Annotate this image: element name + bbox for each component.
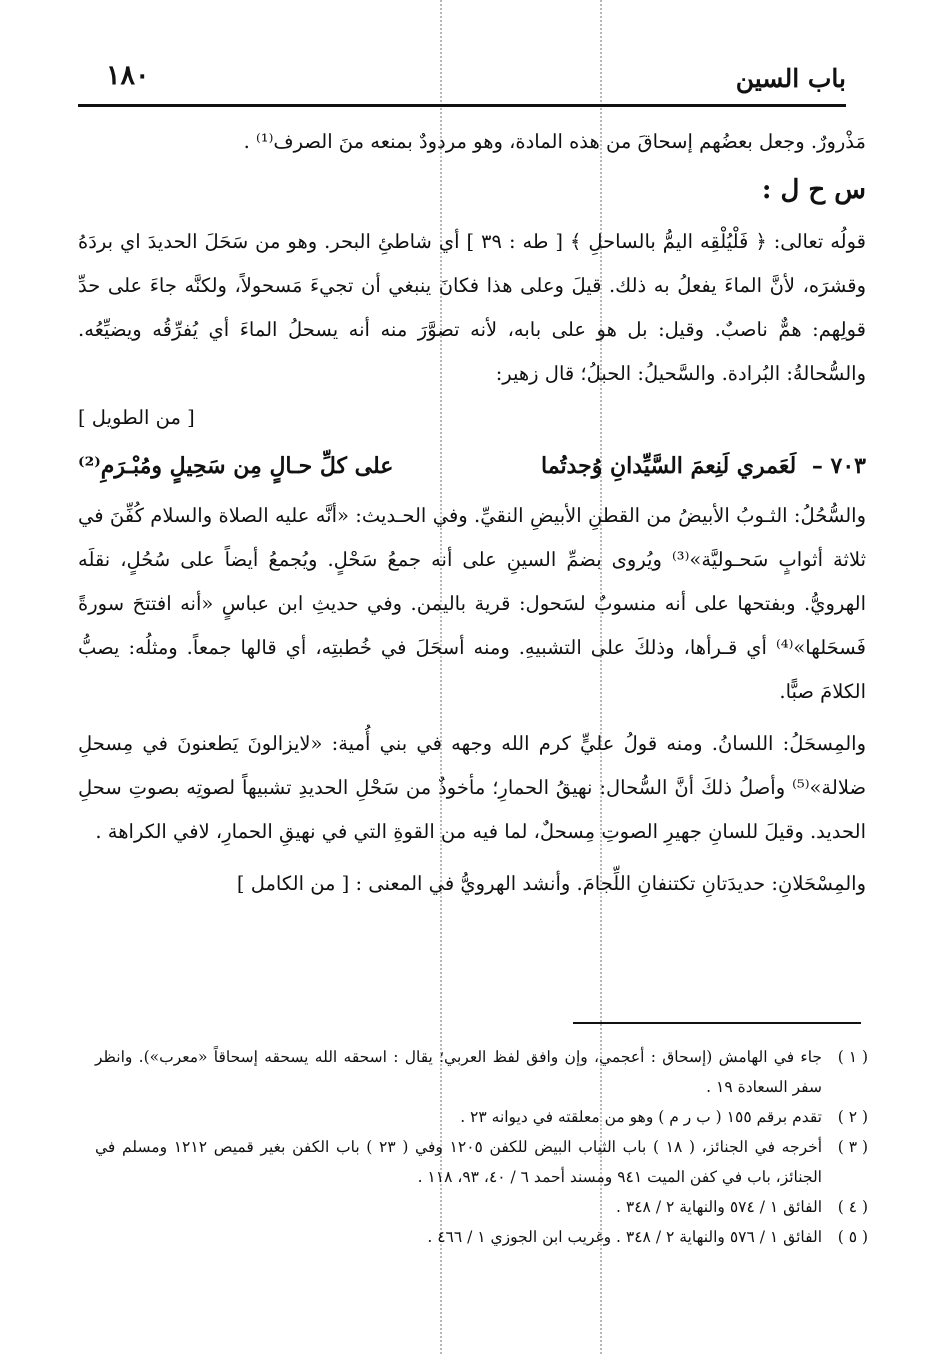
meter-label: [ من الكامل ] <box>236 872 350 895</box>
footnote-number: ( ٢ ) <box>837 1108 868 1126</box>
footnote-text: أخرجه في الجنائز، ( ١٨ ) باب الثياب البيض للكفن ١٢٠٥ وفي ( ٢٣ ) باب الكفن بغير قميص ١٢١٢ ومسلم في الجنائز، باب في كفن الميت ٩٤١ ومسند أحمد ٦ / ٤٠، ٩٣، ١١٨ . <box>95 1138 823 1186</box>
footnote-text: الفائق ١ / ٥٧٤ والنهاية ٢ / ٣٤٨ . <box>616 1198 822 1216</box>
footnote <box>95 1102 868 1132</box>
footnote-text: جاء في الهامش (إسحاق : أعجمي، وإن وافق لفظ العربي؛ يقال : اسحقه الله يسحقه إسحاقاً «معرب»). وانظر سفر السعادة ١٩ . <box>95 1048 822 1096</box>
footnote-separator <box>573 1022 861 1024</box>
footnote-number: ( ١ ) <box>837 1048 868 1066</box>
footnote <box>95 1222 868 1252</box>
main-text <box>78 120 866 906</box>
paragraph: قولُه تعالى: ﴿ فَلْيُلْقِه اليمُّ بالساحلِ ﴾ [ طه : ٣٩ ] أي شاطئِ البحر. وهو من سَحَلَ الحديدَ اي بردَهُ وقشرَه، لأنَّ الماءَ يفعلُ به ذلك. قيلَ وعلى هذا فكانَ ينبغي أن تجيءَ مَسحولاً، ولكنَّه جاءَ على حدِّ قولِهم: همٌّ ناصبٌ. وقيل: بل هو على بابه، لأنه تصوَّرَ منه أنه يسحلُ الماءَ أي يُفرِّقُه ويضيِّعُه. والسُّحالةُ: البُرادة. والسَّحيلُ: الحبلُ؛ قال زهير: <box>78 230 867 385</box>
footnote <box>95 1132 868 1192</box>
footnote-number: ( ٣ ) <box>837 1138 868 1156</box>
running-header <box>78 58 846 107</box>
footnote-text: الفائق ١ / ٥٧٦ والنهاية ٢ / ٣٤٨ . وغريب ابن الجوزي ١ / ٤٦٦ . <box>427 1228 822 1246</box>
chapter-title: باب السين <box>735 64 846 93</box>
footnote-text: تقدم برقم ١٥٥ ( ب ر م ) وهو من معلقته في ديوانه ٢٣ . <box>460 1108 822 1126</box>
paragraph <box>78 862 866 906</box>
verse-first-text: لَعَمري لَنِعمَ السَّيِّدانِ وُجدتُما <box>541 453 797 479</box>
verse-number: ٧٠٣ – <box>811 453 866 479</box>
meter-label: [ من الطويل ] <box>78 406 195 429</box>
page-number: ١٨٠ <box>106 60 150 91</box>
poetry-verse <box>78 444 866 488</box>
footnote-number: ( ٤ ) <box>837 1198 868 1216</box>
paragraph: والمِسحَلُ: اللسانُ. ومنه قولُ عليٍّ كرم الله وجهه في بني أُمية: «لايزالونَ يَطعنونَ في مِسحلِ ضلالة»⁽⁵⁾ وأصلُ ذلكَ أنَّ السُّحال: نهيقُ الحمارِ؛ مأخوذٌ من سَحْلِ الحديدِ تشبيهاً لصوتِه بصوتِ سحلِ الحديد. وقيلَ للسانِ جهيرِ الصوتِ مِسحلٌ، لما فيه من القوةِ التي في نهيقِ الحمارِ، لافي الكراهة . <box>78 732 867 843</box>
footnote <box>95 1192 868 1222</box>
paragraph: مَذْرورٌ. وجعل بعضُهم إسحاقَ من هذه المادة، وهو مردودٌ بمنعه منَ الصرف⁽¹⁾ . <box>243 130 866 153</box>
paragraph-text: والمِسْحَلانِ: حديدَتانِ تكتنفانِ اللِّجامَ. وأنشد الهرويُّ في المعنى : <box>355 872 866 895</box>
footnotes <box>95 1042 868 1252</box>
footnote-number: ( ٥ ) <box>837 1228 868 1246</box>
paragraph: والسُّحُلُ: الثـوبُ الأبيضُ من القطنِ الأبيضِ النقيِّ. وفي الحـديث: «أنَّه عليه الصلاة والسلام كُفِّنَ في ثلاثة أثوابٍ سَحـوليَّة»⁽³⁾ ويُروى بضمِّ السينِ على أنه جمعُ سَحْلٍ. ويُجمعُ أيضاً على سُحُلٍ، نقلَه الهرويُّ. وبفتحها على أنه منسوبٌ لسَحول: قرية باليمن. وفي حديثِ ابن عباسٍ «أنه افتتحَ سورةً فَسحَلها»⁽⁴⁾ أي قـرأها، وذلكَ على التشبيهِ. ومنه أسحَلَ في خُطبتِه، أي قالها جمعاً. ومثلُه: يصبُّ الكلامَ صبًّا. <box>78 504 867 703</box>
footnote <box>95 1042 868 1102</box>
verse-first-hemistich <box>541 444 866 488</box>
verse-second-hemistich: على كلِّ حـالٍ مِن سَحِيلٍ ومُبْـرَمِ⁽²⁾ <box>78 453 394 479</box>
root-heading: س ح ل : <box>761 175 866 205</box>
